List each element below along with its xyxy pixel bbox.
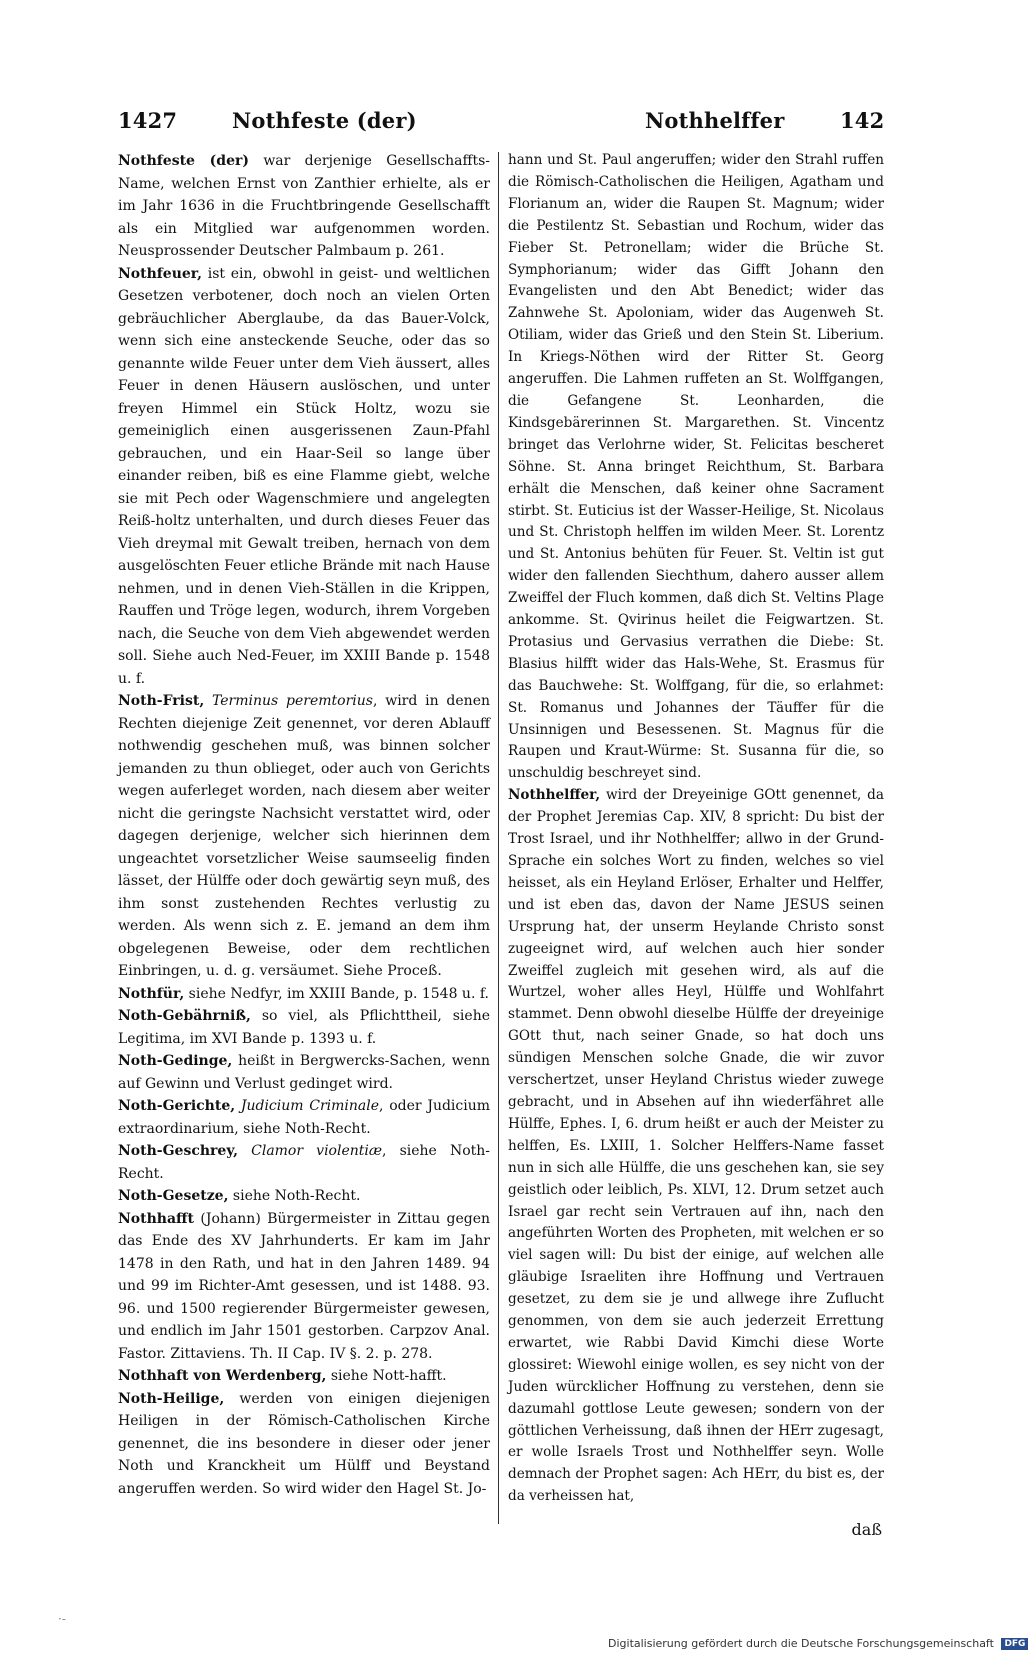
entry-paragraph [118,1365,490,1388]
entry-text: , oder Judicium extraordinarium, siehe Noth-Recht. [118,1098,491,1137]
entry-paragraph [118,1095,490,1140]
footer [608,1637,1028,1650]
entry-text: , wird in denen Rechten diejenige Zeit genennet, vor deren Ablauff nothwendig geschehen muß, was binnen solcher jemanden zu thun oblieget, oder auch von Gerichts wegen auferleget worden, nach diesem aber weiter nicht die geringste Nachsicht verstattet wird, oder dagegen derjenige, welcher sich hierinnen dem ungeachtet vorsetzlicher Weise saumseelig finden lässet, der Hülffe oder doch gewärtig seyn muß, des ihm sonst zustehenden Rechtes verlustig zu werden. Als wenn sich z. E. jemand an dem ihm obgelegenen Beweise, oder dem rechtlichen Einbringen, u. d. g. versäumet. Siehe Proceß. [118,693,490,979]
entry-headword: Nothhelffer, [508,787,601,804]
entry-headword: Noth-Gebährniß, [118,1008,251,1024]
entry-text: , siehe Noth-Recht. [118,1143,491,1182]
entry-headword: Nothhafft [118,1210,194,1227]
entry-text: siehe Nott-hafft. [330,1368,447,1384]
page-number-left: 1427 [118,108,178,133]
entry-headword: Noth-Gerichte, [118,1098,236,1114]
entry-paragraph [118,1050,490,1095]
entry-paragraph [508,785,884,1508]
entry-headword: Noth-Gesetze, [118,1188,229,1204]
latin-term: Terminus peremtorius [212,693,373,709]
latin-term: Clamor violentiæ [251,1143,383,1159]
entry-text: ist ein, obwohl in geist- und weltlichen Gesetzen verbotener, doch noch an vielen Orten gebräuchlicher Aberglaube, da das Bauer-Volck, wenn sich eine ansteckende Seuche, oder das so genannte wilde Feuer unter dem Vieh äussert, alles Feuer in denen Häusern auslöschen, und unter freyen Himmel ein Stück Holtz, wozu sie gemeiniglich einen ausgerissenen Zaun-Pfahl gebrauchen, und ein Haar-Seil so lange über einander reiben, biß es eine Flamme giebt, welche sie mit Pech oder Wagenschmiere und angelegten Reiß-holtz unterhalten, und durch dieses Feuer das Vieh dreymal mit Gewalt treiben, hernach von dem ausgelöschten Feuer etliche Brände mit nach Hause nehmen, und in denen Vieh-Ställen in die Krippen, Rauffen und Tröge legen, wodurch, ihrem Vorgeben nach, die Seuche von dem Vieh abgewendet werden soll. Siehe auch Ned-Feuer, im XXIII Bande p. 1548 u. f. [118,265,490,687]
dfg-logo: DFG [1001,1638,1028,1650]
column-divider [498,152,499,1524]
entry-text: heißt in Bergwercks-Sachen, wenn auf Gewinn und Verlust gedinget wird. [118,1053,490,1092]
left-column [118,150,490,1500]
scan-mark: ·- [58,1612,66,1626]
entry-text: hann und St. Paul angeruffen; wider den Strahl ruffen die Römisch-Catholischen die Heiligen, Agatham und Florianum an, wider die Raupen St. Magnum; wider die Pestilentz St. Sebastian und Rochum, wider das Fieber St. Petronellam; wider die Brüche St. Symphorianum; wider das Gifft Johann den Evangelisten und den Abt Benedict; wider das Zahnwehe St. Apoloniam, wider das Augenweh St. Otiliam, wider das Grieß und den Stein St. Liberium. In Kriegs-Nöthen wird der Ritter St. Georg angeruffen. Die Lahmen ruffeten an St. Wolffgangen, die Gefangene St. Leonharden, die Kindsgebärerinnen St. Margarethen. St. Vincentz bringet das Verlohrne wider, St. Felicitas bescheret Söhne. St. Anna bringet Reichthum, St. Barbara erhält die Menschen, daß keiner ohne Sacrament stirbt. St. Euticius ist der Wasser-Heilige, St. Nicolaus und St. Christoph helffen im wilden Meer. St. Lorentz und St. Antonius behüten für Feuer. St. Veltin ist gut wider den fallenden Siechthum, dahero ausser allem Zweiffel der Fluch kommen, daß dich St. Veltins Plage ankomme. St. Qvirinus heilet die Feigwartzen. St. Protasius und Gervasius verrathen die Diebe: St. Blasius hilfft wider das Hals-Wehe, St. Erasmus für das Bauchwehe: St. Wolffgang, für die, so erlahmet: St. Romanus und Johannes der Täuffer für die Unsinnigen und Besessenen. St. Magnus für die Raupen und Kraut-Würme: St. Susanna für die, so unschuldig beschreyet sind. [508,152,884,782]
entry-paragraph [118,1388,490,1501]
entry-paragraph [118,150,490,263]
entry-paragraph [118,1185,490,1208]
entry-headword: Noth-Geschrey, [118,1143,238,1159]
entry-text: war derjenige Gesellschaffts-Name, welchen Ernst von Zanthier erhielte, als er im Jahr 1636 in die Fruchtbringende Gesellschafft als ein Mitglied war aufgenommen worden. Neusprossender Deutscher Palmbaum p. 261. [118,153,490,259]
running-title-right: Nothhelffer [645,108,785,133]
entry-headword: Nothfeste (der) [118,153,250,169]
entry-text: so viel, als Pflichttheil, siehe Legitima, im XVI Bande p. 1393 u. f. [118,1008,490,1047]
entry-paragraph [118,1005,490,1050]
right-column [508,150,884,1508]
entry-headword: Nothfeuer, [118,265,203,282]
entry-paragraph [118,983,490,1006]
entry-headword: Nothhaft von Werdenberg, [118,1368,327,1384]
entry-headword: Noth-Heilige, [118,1390,225,1407]
entry-text: siehe Nedfyr, im XXIII Bande, p. 1548 u. f. [188,985,489,1002]
entry-text: werden von einigen diejenigen Heiligen in der Römisch-Catholischen Kirche genennet, die ins besondere in dieser oder jener Noth und Kranckheit um Hülff und Beystand angeruffen werden. So wird wider den Hagel St. Jo- [118,1390,491,1497]
entry-text: siehe Noth-Recht. [232,1188,361,1204]
latin-term: Judicium Criminale [240,1098,380,1114]
entry-headword: Noth-Gedinge, [118,1053,233,1069]
entry-headword: Noth-Frist, [118,693,205,709]
page-number-right: 142 [840,108,885,133]
entry-paragraph [118,263,490,691]
entry-text: wird der Dreyeinige GOtt genennet, da der Prophet Jeremias Cap. XIV, 8 spricht: Du bist der Trost Israel, und ihr Nothhelffer; allwo in der Grund-Sprache ein solches Wort zu finden, welches so viel heisset, als ein Heyland Erlöser, Erhalter und Helffer, und ist eben das, davon der Name JESUS seinen Ursprung hat, der unserm Heylande Christo sonst zugeeignet wird, auf welchen auch hier sonder Zweiffel zugleich mit gesehen wird, als auf die Wurtzel, woher alles Heyl, Hülffe und Wohlfahrt stammet. Denn obwohl dieselbe Hülffe der dreyeinige GOtt thut, nach seiner Gnade, so hat doch uns sündigen Menschen solche Gnade, die wir zuvor verschertzet, unser Heyland Christus wieder zuwege gebracht, und in Absehen auf ihn wiederfähret alle Hülffe, Ephes. I, 6. drum heißt er auch der Meister zu helffen, Es. LXIII, 1. Solcher Helffers-Name fasset nun in sich alle Hülffe, die uns geschehen kan, sie sey geistlich oder leiblich, Ps. XLVI, 12. Drum setzet auch Israel gar recht sein Vertrauen auf ihn, nach den angeführten Worten des Propheten, mit welchen er so viel sagen will: Du bist der einige, auf welchen alle gläubige Israeliten ihre Hoffnung und Vertrauen gesetzet, zu dem sie je und allwege ihre Zuflucht genommen, von dem sie auch jederzeit Errettung erwartet, wie Rabbi David Kimchi diese Worte glossiret: Wiewohl einige wollen, es sey nicht von der Juden würcklicher Hoffnung zu verstehen, denn sie dazumahl gottlose Leute gewesen; sondern von der göttlichen Verheissung, daß ihnen der HErr zugesagt, er wolle Israels Trost und Nothhelffer seyn. Wolle demnach der Prophet sagen: Ach HErr, du bist es, der da verheissen hat, [508,787,884,1505]
running-title-left: Nothfeste (der) [232,108,417,133]
entry-paragraph [118,1208,490,1366]
entry-paragraph [118,690,490,983]
entry-text: (Johann) Bürgermeister in Zittau gegen das Ende des XV Jahrhunderts. Er kam im Jahr 1478 in den Rath, und hat in den Jahren 1489. 94 und 99 im Richter-Amt gesessen, und ist 1488. 93. 96. und 1500 regierender Bürgermeister gewesen, und endlich im Jahr 1501 gestorben. Carpzov Anal. Fastor. Zittaviens. Th. II Cap. IV §. 2. p. 278. [118,1210,491,1362]
catchword: daß [851,1520,882,1539]
entry-paragraph [508,150,884,785]
entry-headword: Nothfür, [118,985,185,1002]
footer-text: Digitalisierung gefördert durch die Deutsche Forschungsgemeinschaft [608,1637,994,1650]
entry-paragraph [118,1140,490,1185]
